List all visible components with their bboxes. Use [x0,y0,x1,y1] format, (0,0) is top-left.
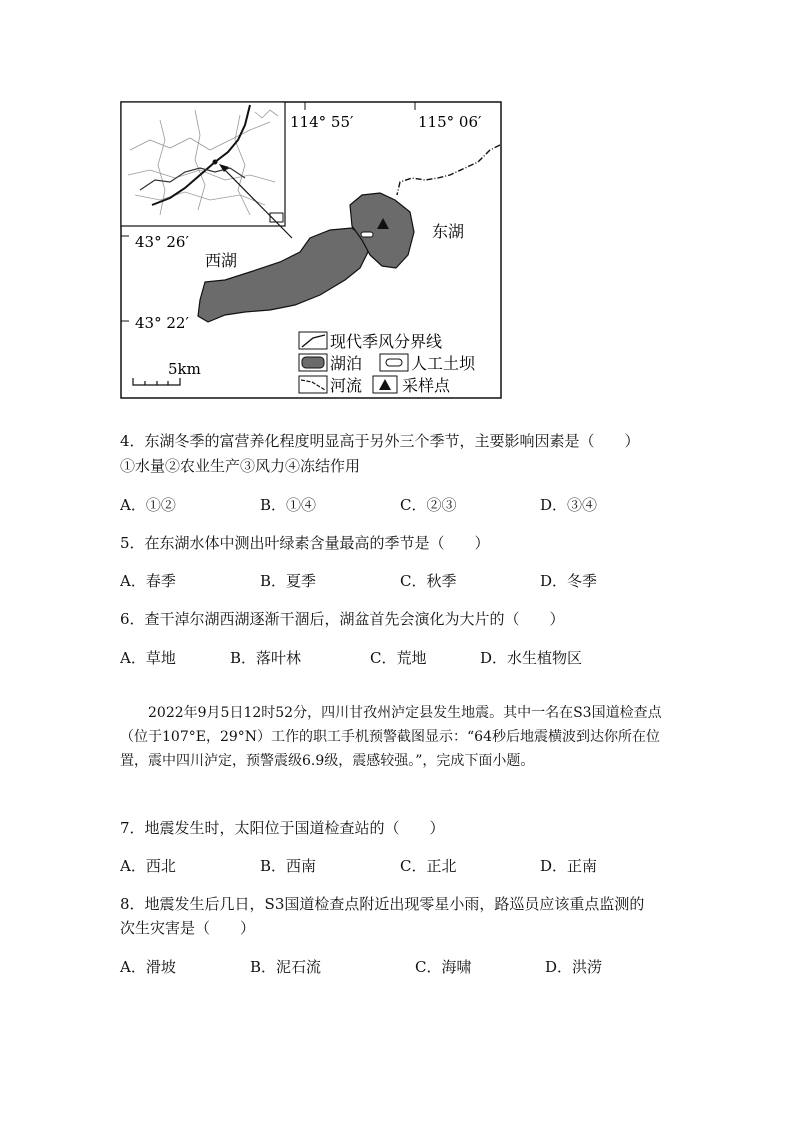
question-6-option-c[interactable]: C．荒地 [370,649,427,667]
question-8-stem-line-1: 8．地震发生后几日，S3国道检查点附近出现零星小雨，路巡员应该重点监测的 [120,895,645,913]
question-7-stem: 7．地震发生时，太阳位于国道检查站的（ ） [120,819,445,837]
legend-river-label: 河流 [330,376,363,395]
latitude-label-top: 43° 26′ [135,233,189,251]
dam-marker [361,232,373,237]
earthquake-passage: 2022年9月5日12时52分，四川甘孜州泸定县发生地震。其中一名在S3国道检查点（位于107°E，29°N）工作的职工手机预警截图显示：“64秒后地震横波到达你所在位置，震中四川泸定，预警震级6.9级，震感较强。”，完成下面小题。 [120,705,662,769]
question-4-stem: 4．东湖冬季的富营养化程度明显高于另外三个季节，主要影响因素是（ ） [120,432,640,450]
question-7-option-c[interactable]: C．正北 [400,857,457,875]
question-6-option-d[interactable]: D．水生植物区 [480,649,583,667]
question-5-option-c[interactable]: C．秋季 [400,572,457,590]
question-6-option-a[interactable]: A．草地 [120,649,176,667]
west-lake-label: 西湖 [205,251,238,270]
question-7-option-b[interactable]: B．西南 [260,857,317,875]
scale-label: 5km [168,360,201,378]
question-6-option-b[interactable]: B．落叶林 [230,649,302,667]
inset-map [121,102,285,226]
question-8-stem-line-2: 次生灾害是（ ） [120,919,256,937]
legend-lake-icon [302,357,324,368]
question-7-option-a[interactable]: A．西北 [120,857,176,875]
longitude-label-right: 115° 06′ [418,113,482,131]
latitude-label-bottom: 43° 22′ [135,314,189,332]
question-8-option-d[interactable]: D．洪涝 [545,958,603,976]
question-4-option-c[interactable]: C．②③ [400,496,457,514]
question-8-option-c[interactable]: C．海啸 [415,958,472,976]
legend-lake-label: 湖泊 [330,354,363,373]
question-8-option-b[interactable]: B．泥石流 [250,958,322,976]
question-8-option-a[interactable]: A．滑坡 [120,958,176,976]
question-4-option-a[interactable]: A．①② [120,496,176,514]
question-4-factors: ①水量②农业生产③风力④冻结作用 [120,457,361,475]
question-5-stem: 5．在东湖水体中测出叶绿素含量最高的季节是（ ） [120,534,490,552]
east-lake-label: 东湖 [432,222,465,241]
question-6-stem: 6．查干淖尔湖西湖逐渐干涸后，湖盆首先会演化为大片的（ ） [120,610,565,628]
longitude-label-left: 114° 55′ [290,113,354,131]
legend-sample-label: 采样点 [402,376,451,395]
legend-dam-icon [386,359,402,366]
question-4-option-d[interactable]: D．③④ [540,496,598,514]
question-4-option-b[interactable]: B．①④ [260,496,317,514]
inset-location-dot [213,160,218,165]
legend-monsoon-line-label: 现代季风分界线 [330,332,443,351]
question-5-option-a[interactable]: A．春季 [120,572,176,590]
question-7-option-d[interactable]: D．正南 [540,857,598,875]
question-5-option-b[interactable]: B．夏季 [260,572,317,590]
question-5-option-d[interactable]: D．冬季 [540,572,598,590]
legend-dam-label: 人工土坝 [411,354,476,373]
lake-map-figure [0,0,794,410]
